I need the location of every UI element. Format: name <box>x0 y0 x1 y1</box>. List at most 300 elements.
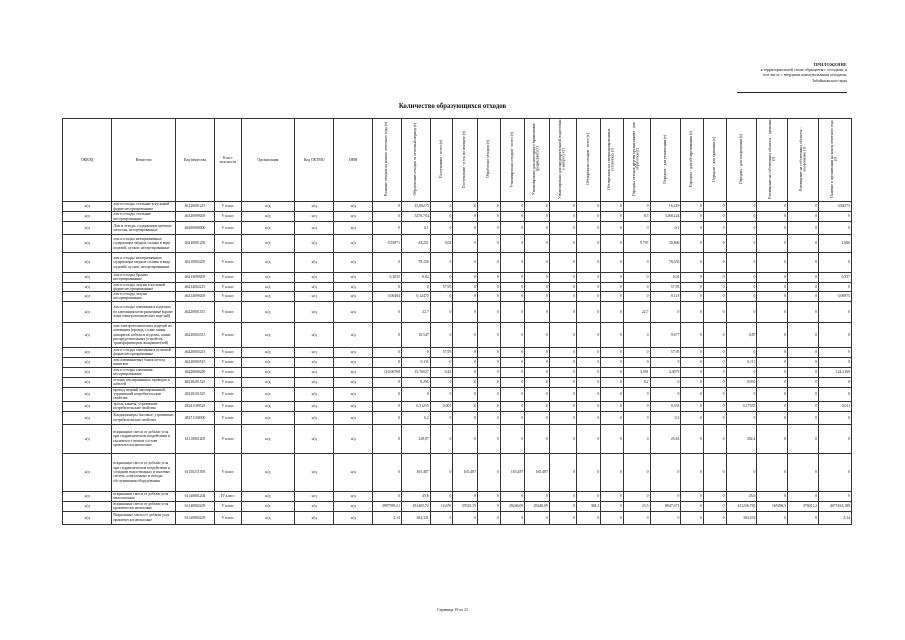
table-cell: н/д <box>241 282 294 292</box>
table-cell: 0 <box>576 292 601 302</box>
table-cell: 0 <box>819 424 852 453</box>
table-row <box>63 222 852 235</box>
table-cell: 0 <box>525 253 550 273</box>
table-cell: V класс <box>215 253 242 273</box>
table-row <box>63 322 852 347</box>
table-cell: 0 <box>500 367 525 377</box>
table-cell: 0 <box>623 491 650 501</box>
table-row <box>63 411 852 424</box>
table-cell: н/д <box>241 424 294 453</box>
table-cell: н/д <box>63 367 112 377</box>
table-cell: 0 <box>430 322 453 347</box>
table-cell: н/д <box>295 453 334 491</box>
table-cell: лом и отходы стальные в кусковой форме несортированные <box>112 202 176 212</box>
table-cell: 0 <box>576 453 601 491</box>
table-row <box>63 273 852 283</box>
table-row <box>63 453 852 491</box>
table-cell: 0 <box>788 511 819 524</box>
table-cell: 0 <box>623 273 650 283</box>
table-cell: 0 <box>525 424 550 453</box>
table-cell: 0 <box>757 301 788 322</box>
table-cell: 5268,224 <box>650 212 681 222</box>
table-cell: 0 <box>430 273 453 283</box>
table-cell: 0 <box>650 511 681 524</box>
table-cell: 0 <box>478 347 501 357</box>
table-cell: н/д <box>241 367 294 377</box>
table-cell: 0 <box>549 387 576 401</box>
table-cell: V класс <box>215 292 242 302</box>
table-cell: 0 <box>576 511 601 524</box>
table-cell: н/д <box>63 377 112 387</box>
table-cell: 0 <box>525 222 550 235</box>
table-cell: 0 <box>549 347 576 357</box>
table-cell: 0 <box>788 235 819 253</box>
table-cell: 61140001204 <box>176 491 215 501</box>
table-cell: 0 <box>500 401 525 411</box>
column-header-label: Размещение на собственных объектах - захоронение (т) <box>798 127 807 192</box>
column-header: Вещество <box>112 119 176 202</box>
table-cell: 22,7 <box>401 301 430 322</box>
table-cell: 0 <box>401 282 430 292</box>
table-cell: 0 <box>525 401 550 411</box>
table-cell: 30,806 <box>650 235 681 253</box>
appendix-block <box>667 62 847 93</box>
table-cell: 451405,72 <box>401 501 430 511</box>
table-cell: н/д <box>295 501 334 511</box>
table-cell: 0 <box>819 453 852 491</box>
table-cell: 48271100000 <box>176 411 215 424</box>
page-number: Страница 19 из 21 <box>436 607 469 612</box>
table-cell: лом и отходы алюминия несортированные <box>112 367 176 377</box>
table-cell: 0 <box>549 301 576 322</box>
table-cell: н/д <box>63 347 112 357</box>
table-cell: 0 <box>623 511 650 524</box>
column-header-label: Утилизировано для повторного применения (рециклинг) (т) <box>532 123 541 196</box>
table-cell: 0 <box>726 273 757 283</box>
table-cell: 0 <box>623 387 650 401</box>
table-cell: 0 <box>549 322 576 347</box>
table-cell: 0 <box>819 301 852 322</box>
table-cell: 0 <box>478 453 501 491</box>
table-cell: 0,42 <box>430 367 453 377</box>
table-cell: 0 <box>757 511 788 524</box>
table-cell: 0 <box>681 501 704 511</box>
table-cell: V класс <box>215 501 242 511</box>
table-cell: 0 <box>500 511 525 524</box>
table-cell: 0 <box>788 357 819 367</box>
table-cell: 0 <box>576 322 601 347</box>
table-cell: 0 <box>453 212 478 222</box>
table-cell: н/д <box>63 202 112 212</box>
table-cell: 45,6 <box>401 491 430 501</box>
table-cell: 46214002215 <box>176 282 215 292</box>
table-cell: 0 <box>373 347 402 357</box>
table-cell: 0 <box>819 357 852 367</box>
table-cell: 0 <box>430 253 453 273</box>
table-cell: 0 <box>401 347 430 357</box>
table-cell: 0 <box>576 212 601 222</box>
table-cell: 0 <box>478 222 501 235</box>
column-header-label: Передача отходов другим организациям - для обработки (т) <box>632 122 640 197</box>
table-row <box>63 367 852 377</box>
table-cell: 0 <box>703 424 726 453</box>
table-cell: 0 <box>576 411 601 424</box>
column-header-label: Обработано отходов (т) <box>486 140 490 179</box>
table-cell: н/д <box>334 357 373 367</box>
table-cell: V класс <box>215 367 242 377</box>
table-cell: 48230101525 <box>176 387 215 401</box>
table-cell: н/д <box>334 212 373 222</box>
table-cell: 0 <box>703 235 726 253</box>
table-cell: н/д <box>334 202 373 212</box>
table-cell: 0 <box>430 357 453 367</box>
table-cell: 0,2 <box>650 411 681 424</box>
table-cell: 0 <box>623 222 650 235</box>
table-cell: 0 <box>757 453 788 491</box>
table-cell: 0 <box>576 235 601 253</box>
table-cell: 0 <box>703 453 726 491</box>
table-cell: 0 <box>623 401 650 411</box>
table-cell: 0 <box>623 347 650 357</box>
table-cell: 0 <box>601 501 624 511</box>
table-cell: 46210002205 <box>176 253 215 273</box>
table-cell: 0 <box>703 411 726 424</box>
table-cell: 46220003215 <box>176 347 215 357</box>
table-cell: 0 <box>726 411 757 424</box>
table-cell: 0 <box>500 347 525 357</box>
table-cell: 0 <box>726 387 757 401</box>
column-header <box>373 119 402 202</box>
table-cell: 0 <box>788 424 819 453</box>
table-cell: 0 <box>726 282 757 292</box>
table-cell: 0 <box>453 367 478 377</box>
appendix-line: к территориальной схеме обращения с отходами, в <box>760 67 847 73</box>
table-cell: н/д <box>63 212 112 222</box>
table-cell: 2,14 <box>373 511 402 524</box>
table-cell: 0 <box>757 235 788 253</box>
table-cell: 46210001205 <box>176 235 215 253</box>
table-cell: 165,487 <box>525 453 550 491</box>
table-cell: V класс <box>215 453 242 491</box>
table-cell: 0 <box>373 377 402 387</box>
table-cell: н/д <box>295 511 334 524</box>
table-cell: лом и отходы стальные несортированные <box>112 212 176 222</box>
table-cell: 0 <box>601 322 624 347</box>
table-cell: 0 <box>478 511 501 524</box>
table-cell: н/д <box>334 453 373 491</box>
table-cell: лом и отходы незагрязненные, содержащие медные сплавы в виде изделий, кусков, несортированные <box>112 253 176 273</box>
table-cell: 0 <box>525 511 550 524</box>
table-cell: 0 <box>788 222 819 235</box>
table-cell: 0 <box>681 387 704 401</box>
column-header-label: Утилизировано для предварительной подготовки к выбросу (т) <box>558 119 566 200</box>
table-cell: 0,337 <box>819 273 852 283</box>
table-cell: 0,001 <box>430 401 453 411</box>
table-cell: 0 <box>601 511 624 524</box>
table-cell: н/д <box>334 491 373 501</box>
table-cell: 0 <box>681 322 704 347</box>
table-cell: 0 <box>453 511 478 524</box>
table-cell: 304,331 <box>726 511 757 524</box>
table-cell: н/д <box>295 491 334 501</box>
table-cell: 0 <box>703 322 726 347</box>
table-cell: 0 <box>726 253 757 273</box>
table-cell: 0 <box>757 367 788 377</box>
table-cell: 0 <box>681 401 704 411</box>
table-cell: 46214099205 <box>176 292 215 302</box>
table-cell: 0 <box>549 453 576 491</box>
table-cell: 0,091 <box>726 377 757 387</box>
table-cell: 48241109525 <box>176 401 215 411</box>
table-cell: 0 <box>703 377 726 387</box>
table-cell: 8047,671 <box>650 501 681 511</box>
column-header <box>525 119 550 202</box>
table-cell: н/д <box>295 411 334 424</box>
table-cell: 29246,09 <box>500 501 525 511</box>
table-cell: 0,2035 <box>373 273 402 283</box>
table-cell: 0 <box>623 292 650 302</box>
table-cell: 0,02 <box>650 273 681 283</box>
table-cell: 9,797 <box>623 235 650 253</box>
table-cell: 0 <box>623 424 650 453</box>
table-cell: 0 <box>819 387 852 401</box>
table-cell: н/д <box>241 301 294 322</box>
table-cell: 0 <box>681 377 704 387</box>
table-cell: 0 <box>819 253 852 273</box>
table-cell: н/д <box>241 273 294 283</box>
table-cell: н/д <box>334 424 373 453</box>
column-header <box>703 119 726 202</box>
table-cell: 0 <box>601 424 624 453</box>
table-cell: 0 <box>757 387 788 401</box>
table-cell: 0,1 <box>650 222 681 235</box>
table-cell: н/д <box>241 357 294 367</box>
table-cell: 0 <box>478 424 501 453</box>
column-header-label: Размещение на собственных объектах - хранение (т) <box>767 119 776 200</box>
table-cell: н/д <box>241 501 294 511</box>
table-cell: 0 <box>453 301 478 322</box>
column-header <box>478 119 501 202</box>
table-cell: 0 <box>703 401 726 411</box>
table-cell: 0 <box>576 222 601 235</box>
table-cell: 0 <box>576 387 601 401</box>
table-cell: 0,011 <box>819 401 852 411</box>
table-cell: отходы изолированных проводов и кабелей <box>112 377 176 387</box>
table-cell: 0 <box>549 282 576 292</box>
table-cell: 0 <box>788 322 819 347</box>
column-header-label: Обезврежено отходов - всего (т) <box>585 133 590 186</box>
table-cell: 0 <box>430 424 453 453</box>
table-cell: 0 <box>681 367 704 377</box>
table-cell: 0 <box>549 273 576 283</box>
column-header <box>453 119 478 202</box>
table-cell: лом и отходы латуни в кусковой форме несортированные <box>112 282 176 292</box>
table-cell: 0 <box>373 212 402 222</box>
table-cell: 0 <box>525 347 550 357</box>
table-cell: 61140002205 <box>176 501 215 511</box>
table-cell: 0 <box>500 491 525 501</box>
table-cell: н/д <box>63 253 112 273</box>
table-cell: н/д <box>334 322 373 347</box>
column-header <box>500 119 525 202</box>
table-cell: 0 <box>373 411 402 424</box>
table-cell: н/д <box>63 273 112 283</box>
table-cell: 57,95 <box>650 282 681 292</box>
table-cell: 0,87 <box>726 322 757 347</box>
table-row <box>63 387 852 401</box>
table-cell: 0 <box>650 453 681 491</box>
table-cell: 0 <box>757 292 788 302</box>
table-cell: 165,487 <box>500 453 525 491</box>
table-cell: 46220006205 <box>176 367 215 377</box>
table-cell: 2 <box>430 202 453 212</box>
table-cell: лом и отходы незагрязненные, содержащие медные сплавы в виде изделий, кусков, несортированные <box>112 235 176 253</box>
table-cell: н/д <box>63 301 112 322</box>
table-cell: 0 <box>819 491 852 501</box>
table-cell: лом и отходы алюминия в кусковой форме несортированные <box>112 347 176 357</box>
table-cell: 0 <box>757 401 788 411</box>
table-cell: 0 <box>430 212 453 222</box>
table-cell: 0 <box>500 424 525 453</box>
table-cell: н/д <box>63 322 112 347</box>
table-cell: 0 <box>650 301 681 322</box>
table-cell: 0 <box>478 202 501 212</box>
table-cell: 0 <box>500 301 525 322</box>
table-cell: 0 <box>500 222 525 235</box>
table-cell: 0 <box>757 357 788 367</box>
table-cell: 0 <box>681 253 704 273</box>
table-cell: 0 <box>681 357 704 367</box>
table-cell: 0 <box>525 202 550 212</box>
table-cell: 0 <box>623 282 650 292</box>
column-header <box>623 119 650 202</box>
column-header-label: Передача - для обезвреживания (т) <box>689 131 694 188</box>
table-cell: 0 <box>453 387 478 401</box>
table-cell: 0 <box>726 235 757 253</box>
table-cell: 0 <box>623 357 650 367</box>
column-header <box>726 119 757 202</box>
table-cell: 0 <box>500 411 525 424</box>
table-cell: 0 <box>703 202 726 212</box>
table-cell: 0 <box>430 453 453 491</box>
table-cell: 48230201525 <box>176 377 215 387</box>
table-cell: н/д <box>241 212 294 222</box>
table-cell: 0,111 <box>726 357 757 367</box>
table-cell: 165,487 <box>453 453 478 491</box>
table-cell: 0 <box>549 491 576 501</box>
table-cell: н/д <box>334 273 373 283</box>
table-cell: 0 <box>478 377 501 387</box>
table-cell: 0 <box>478 253 501 273</box>
table-cell: 0 <box>478 401 501 411</box>
table-cell: 57,95 <box>430 282 453 292</box>
table-cell: 0 <box>757 411 788 424</box>
waste-table <box>62 118 852 525</box>
table-cell: 0 <box>549 367 576 377</box>
table-cell: 0 <box>601 357 624 367</box>
table-cell: 0 <box>788 212 819 222</box>
table-cell: 0 <box>703 387 726 401</box>
table-cell: 0 <box>500 202 525 212</box>
table-cell: 0 <box>576 253 601 273</box>
table-cell: 302,4 <box>726 424 757 453</box>
table-cell: 2,686 <box>819 235 852 253</box>
table-body <box>63 202 852 525</box>
table-row <box>63 501 852 511</box>
table-cell: 0,55871 <box>373 235 402 253</box>
table-cell: V класс <box>215 222 242 235</box>
table-cell: н/д <box>241 347 294 357</box>
table-cell: н/д <box>241 491 294 501</box>
table-cell: 0 <box>623 453 650 491</box>
table-cell: 0 <box>576 357 601 367</box>
table-cell: 0 <box>549 235 576 253</box>
table-cell: н/д <box>334 501 373 511</box>
table-cell: 0 <box>726 202 757 212</box>
table-cell: 0 <box>788 377 819 387</box>
table-cell: 0 <box>478 235 501 253</box>
table-cell: V класс <box>215 202 242 212</box>
table-cell: 0 <box>601 347 624 357</box>
table-cell: 0 <box>576 424 601 453</box>
table-cell: вскрышные смеси от добычи угля практически неопасные <box>112 501 176 511</box>
table-cell: 0 <box>703 273 726 283</box>
table-cell: 0 <box>478 367 501 377</box>
table-cell: н/д <box>63 387 112 401</box>
table-cell: 0 <box>681 273 704 283</box>
table-cell: 5276,704 <box>401 212 430 222</box>
table-cell: 0 <box>453 253 478 273</box>
table-cell: 46220002515 <box>176 322 215 347</box>
table-cell: 0 <box>681 411 704 424</box>
table-cell: н/д <box>295 301 334 322</box>
table-cell: 0 <box>500 273 525 283</box>
table-cell: н/д <box>63 282 112 292</box>
table-cell: н/д <box>63 222 112 235</box>
table-cell: н/д <box>295 212 334 222</box>
table-cell: 0 <box>478 501 501 511</box>
table-cell: 0 <box>726 453 757 491</box>
table-row <box>63 357 852 367</box>
table-row <box>63 235 852 253</box>
column-header-label: Наличие в организации на конец отчетного года (т) <box>830 120 838 199</box>
table-cell: 0,04 <box>430 235 453 253</box>
table-cell: 0 <box>525 282 550 292</box>
table-cell: 0 <box>525 322 550 347</box>
table-cell: 0 <box>703 253 726 273</box>
table-cell: 0 <box>478 387 501 401</box>
table-cell: н/д <box>334 282 373 292</box>
table-cell: 0 <box>623 253 650 273</box>
table-cell: 0 <box>430 491 453 501</box>
table-cell: 0,335 <box>650 401 681 411</box>
table-cell: 0 <box>549 511 576 524</box>
table-cell: 0 <box>650 357 681 367</box>
table-cell: 0 <box>726 367 757 377</box>
table-cell: н/д <box>295 347 334 357</box>
column-header <box>401 119 430 202</box>
table-cell: 0 <box>601 292 624 302</box>
table-cell: 0 <box>819 282 852 292</box>
table-row <box>63 377 852 387</box>
table-cell: 0 <box>525 411 550 424</box>
table-cell: 0 <box>373 222 402 235</box>
table-cell: н/д <box>334 347 373 357</box>
table-cell: 0 <box>703 367 726 377</box>
table-row <box>63 301 852 322</box>
table-cell: 0 <box>525 235 550 253</box>
table-cell: лом и отходы латуни несортированные <box>112 292 176 302</box>
